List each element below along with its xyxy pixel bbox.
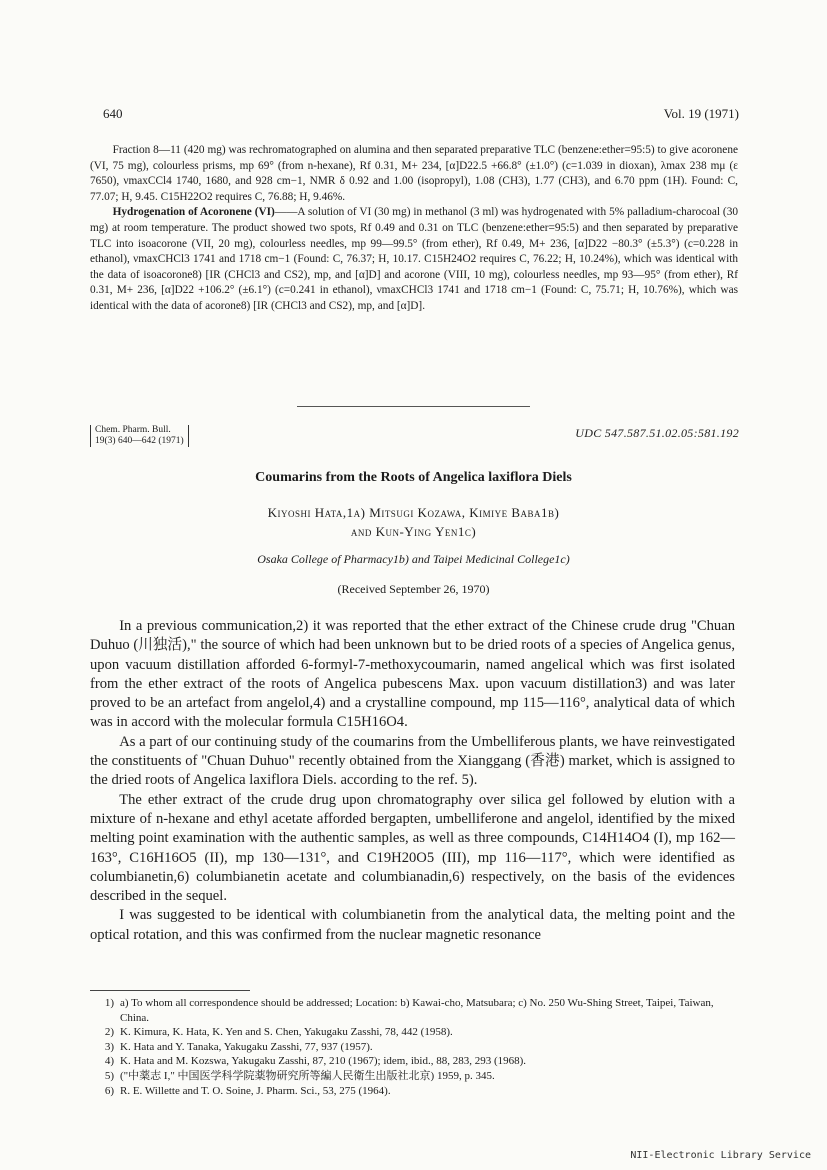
authors-line-2: and Kun-Ying Yen1c): [350, 524, 477, 539]
footnote-text: a) To whom all correspondence should be addressed; Location: b) Kawai-cho, Matsubara; c) No. 250 Wu-Shing Street, Taipei, Taiwan, China.: [120, 997, 714, 1024]
footnote: [90, 1069, 740, 1084]
hydrogenation-text: ——A solution of VI (30 mg) in methanol (3 ml) was hydrogenated with 5% palladium-charocoal (30 mg) at room temperature. The product showed two spots, Rf 0.49 and 0.31 on TLC (benzene:ether=95:5) and then separated by preparative TLC into isoacorone (VII, 20 mg), colourless needles, mp 99—99.5° (from ether), Rf 0.49, M+ 236, [α]D22 −80.3° (±5.3°) (c=0.228 in ethanol), νmaxCHCl3 1741 and 1718 cm−1 (Found: C, 76.37; H, 10.17. C15H24O2 requires C, 76.22; H, 10.24%), which was identical with the data of isoacorone8) [IR (CHCl3 and CS2), mp, and [α]D] and acorone (VIII, 10 mg), colourless needles, mp 93—95° (from ether), Rf 0.31, M+ 236, [α]D22 +106.2° (±6.1°) (c=0.241 in ethanol), νmaxCHCl3 1741 and 1718 cm−1 (Found: C, 75.71; H, 10.76%), which was identical with the data of acorone8) [IR (CHCl3 and CS2), mp, and [α]D].: [90, 206, 738, 312]
footnote-text: ("中薬志 I," 中国医学科学院薬物研究所等編人民衛生出版社北京) 1959, p. 345.: [120, 1069, 495, 1082]
footnote-number: 1): [104, 997, 114, 1009]
body-paragraph: The ether extract of the crude drug upon chromatography over silica gel followed by elution with a mixture of n-hexane and ethyl acetate afforded bergapten, umbelliferone and angelol, identified by the mixed melting point examination with the authentic samples, as well as three compounds, C14H14O4 (I), mp 162—163°, C16H16O5 (II), mp 130—131°, and C19H20O5 (III), mp 116—117°, which were identified as columbianetin,6) columbianetin acetate and columbianadin,6) respectively, on the basis of the evidences described in the sequel.: [90, 791, 735, 905]
footnote-text: K. Kimura, K. Hata, K. Yen and S. Chen, Yakugaku Zasshi, 78, 442 (1958).: [120, 1026, 453, 1039]
hydrogenation-heading: Hydrogenation of Acoronene (VI): [112, 206, 275, 219]
journal-citation-box: [90, 425, 189, 447]
received-date: (Received September 26, 1970): [337, 582, 490, 596]
body-paragraph: As a part of our continuing study of the coumarins from the Umbelliferous plants, we have reinvestigated the constituents of "Chuan Duhuo" recently obtained from the Xianggang (香港) market, which is assigned to the dried roots of Angelica laxiflora Diels. according to the ref. 5).: [90, 733, 735, 789]
section-divider: [297, 406, 530, 407]
article-title: Coumarins from the Roots of Angelica laxiflora Diels: [255, 470, 572, 485]
footnote: [90, 1040, 740, 1055]
footnote-number: 5): [104, 1069, 114, 1082]
footnote-text: R. E. Willette and T. O. Soine, J. Pharm. Sci., 53, 275 (1964).: [120, 1084, 391, 1097]
footnote: [90, 1084, 740, 1099]
footnotes: [90, 996, 740, 1098]
footnote-text: K. Hata and M. Kozswa, Yakugaku Zasshi, 87, 210 (1967); idem, ibid., 88, 283, 293 (1968).: [120, 1055, 527, 1068]
journal-name: Chem. Pharm. Bull.: [95, 425, 171, 435]
footnote: [90, 1025, 740, 1040]
article-body: [90, 617, 735, 945]
previous-paragraph-2: [90, 205, 738, 314]
footnote: [90, 1054, 740, 1069]
footnote-number: 3): [104, 1040, 114, 1053]
journal-volume-pages: 19(3) 640—642 (1971): [95, 436, 184, 446]
volume-label: Vol. 19 (1971): [663, 106, 739, 121]
footnote-divider: [90, 990, 250, 991]
body-paragraph: In a previous communication,2) it was reported that the ether extract of the Chinese crude drug "Chuan Duhuo (川独活)," the source of which had been unknown but to be dried roots of a species of Angelica genus, upon vacuum distillation afforded 6-formyl-7-methoxycoumarin, named angelical which was first isolated from the ether extract of the roots of Angelica pubescens Max. upon vacuum distillation3) and was later proved to be an artefact from angelol,4) and a crystalline compound, mp 115—116°, analytical data of which was in accord with the molecular formula C15H16O4.: [90, 618, 735, 731]
authors-line-1: Kiyoshi Hata,1a) Mitsugi Kozawa, Kimiye Baba1b): [267, 505, 560, 520]
footnote-number: 2): [104, 1026, 114, 1039]
author-list: [0, 503, 827, 541]
body-paragraph: I was suggested to be identical with columbianetin from the analytical data, the melting point and the optical rotation, and this was confirmed from the nuclear magnetic resonance: [90, 907, 735, 943]
previous-article-tail: [90, 143, 738, 315]
footnote: [90, 996, 740, 1025]
service-watermark: NII-Electronic Library Service: [630, 1150, 811, 1161]
previous-paragraph-1: Fraction 8—11 (420 mg) was rechromatographed on alumina and then separated preparative TLC (benzene:ether=95:5) to give acoronene (VI, 75 mg), colourless prisms, mp 69° (from n-hexane), Rf 0.31, M+ 234, [α]D22.5 +66.8° (±1.0°) (c=1.039 in dioxan), λmax 238 mμ (ε 7650), νmaxCCl4 1740, 1680, and 928 cm−1, NMR δ 0.92 and 1.00 (isopropyl), 1.08 (CH3), 1.77 (CH3), and 6.70 ppm (1H). Found: C, 77.07; H, 9.45. C15H22O2 requires C, 76.88; H, 9.46%.: [90, 144, 738, 203]
page-number: 640: [103, 106, 123, 121]
footnote-number: 4): [104, 1055, 114, 1068]
footnote-number: 6): [104, 1084, 114, 1097]
udc-code: UDC 547.587.51.02.05:581.192: [575, 426, 739, 440]
affiliation: Osaka College of Pharmacy1b) and Taipei Medicinal College1c): [257, 552, 570, 566]
footnote-text: K. Hata and Y. Tanaka, Yakugaku Zasshi, 77, 937 (1957).: [120, 1040, 373, 1053]
